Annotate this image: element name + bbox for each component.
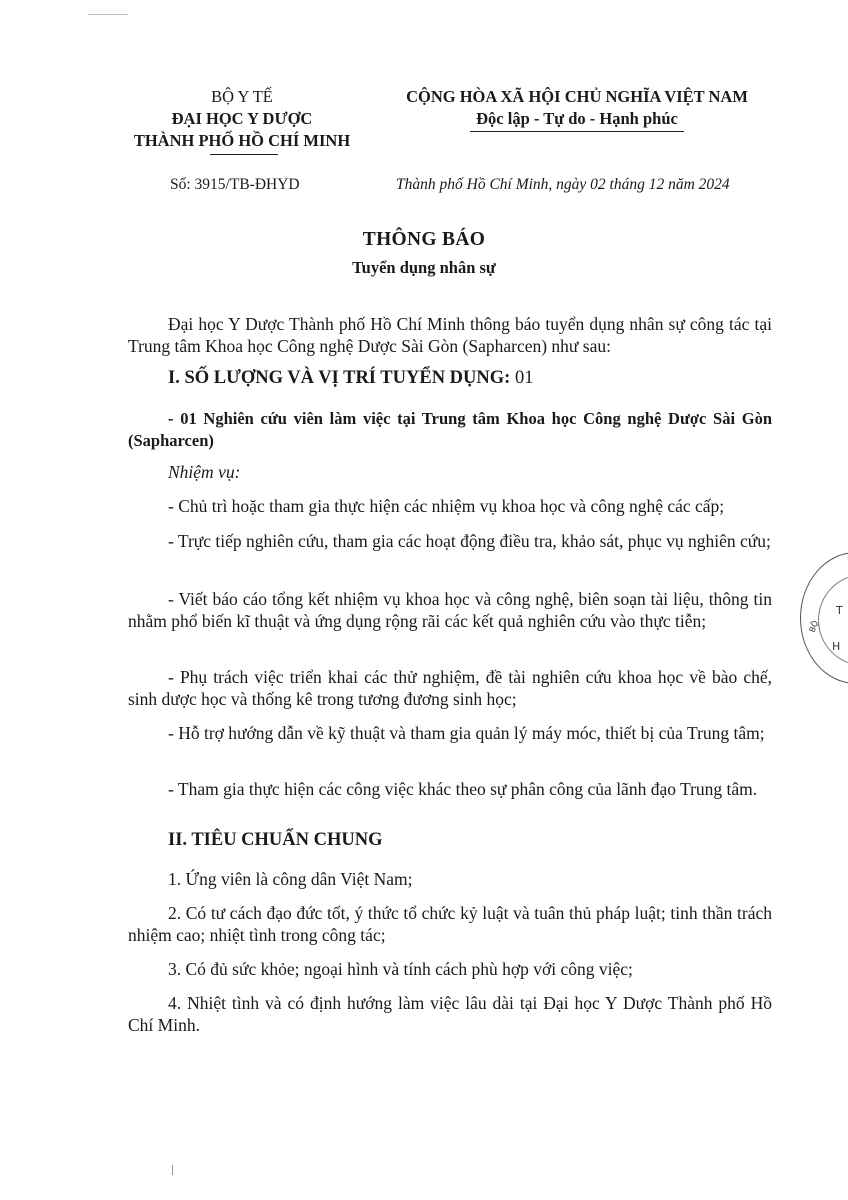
motto-underline <box>470 131 684 132</box>
country-name: CỘNG HÒA XÃ HỘI CHỦ NGHĨA VIỆT NAM <box>406 87 748 106</box>
duty-item: - Trực tiếp nghiên cứu, tham gia các hoạt động điều tra, khảo sát, phục vụ nghiên cứu; <box>168 531 771 551</box>
section-1-title: I. SỐ LƯỢNG VÀ VỊ TRÍ TUYỂN DỤNG: <box>168 368 511 388</box>
section-2-heading: II. TIÊU CHUẨN CHUNG <box>168 830 383 850</box>
criteria-item: 3. Có đủ sức khỏe; ngoại hình và tính cách phù hợp với công việc; <box>168 959 633 979</box>
scan-mark <box>88 14 128 15</box>
duties-label: Nhiệm vụ: <box>168 462 241 482</box>
seal-glyph: BỘ <box>807 619 821 634</box>
criteria-item: 4. Nhiệt tình và có định hướng làm việc lâu dài tại Đại học Y Dược Thành phố Hồ Chí Minh. <box>128 993 772 1035</box>
university-city: THÀNH PHỐ HỒ CHÍ MINH <box>133 131 351 150</box>
position-line: - 01 Nghiên cứu viên làm việc tại Trung tâm Khoa học Công nghệ Dược Sài Gòn (Sapharcen) <box>128 409 772 450</box>
university-name: ĐẠI HỌC Y DƯỢC <box>171 109 313 128</box>
criteria-item: 2. Có tư cách đạo đức tốt, ý thức tổ chức kỷ luật và tuân thủ pháp luật; tinh thần trách nhiệm cao; nhiệt tình trong công tác; <box>128 903 772 945</box>
criteria-item: 1. Ứng viên là công dân Việt Nam; <box>168 869 413 889</box>
section-1-heading <box>168 368 533 389</box>
page-title: THÔNG BÁO <box>362 229 486 250</box>
intro-paragraph: Đại học Y Dược Thành phố Hồ Chí Minh thông báo tuyển dụng nhân sự công tác tại Trung tâm Khoa học Công nghệ Dược Sài Gòn (Sapharcen) như sau: <box>128 314 772 356</box>
page-subtitle: Tuyển dụng nhân sự <box>352 258 496 277</box>
section-1-count: 01 <box>514 368 534 388</box>
scan-speck <box>172 1165 173 1175</box>
place-date: Thành phố Hồ Chí Minh, ngày 02 tháng 12 năm 2024 <box>396 176 730 193</box>
document-number: Số: 3915/TB-ĐHYD <box>170 176 300 193</box>
header-left-underline <box>210 154 278 155</box>
ministry-name: BỘ Y TẾ <box>211 87 273 106</box>
motto: Độc lập - Tự do - Hạnh phúc <box>476 109 678 128</box>
duty-item: - Tham gia thực hiện các công việc khác theo sự phân công của lãnh đạo Trung tâm. <box>168 779 758 799</box>
header-right <box>380 86 774 130</box>
header-left <box>118 86 366 152</box>
duty-item: - Viết báo cáo tổng kết nhiệm vụ khoa học và công nghệ, biên soạn tài liệu, thông tin nhằm phổ biến kĩ thuật và ứng dụng rộng rãi các kết quả nghiên cứu vào thực tiễn; <box>128 589 772 631</box>
duty-item: - Chủ trì hoặc tham gia thực hiện các nhiệm vụ khoa học và công nghệ các cấp; <box>168 496 725 516</box>
seal-glyph: T <box>836 604 843 617</box>
seal-glyph: H <box>832 640 841 653</box>
duty-item: - Phụ trách việc triển khai các thử nghiệm, đề tài nghiên cứu khoa học về bào chế, sinh dược học và thống kê trong tương đương sinh học; <box>128 667 772 709</box>
duty-item: - Hỗ trợ hướng dẫn về kỹ thuật và tham gia quản lý máy móc, thiết bị của Trung tâm; <box>168 723 765 743</box>
